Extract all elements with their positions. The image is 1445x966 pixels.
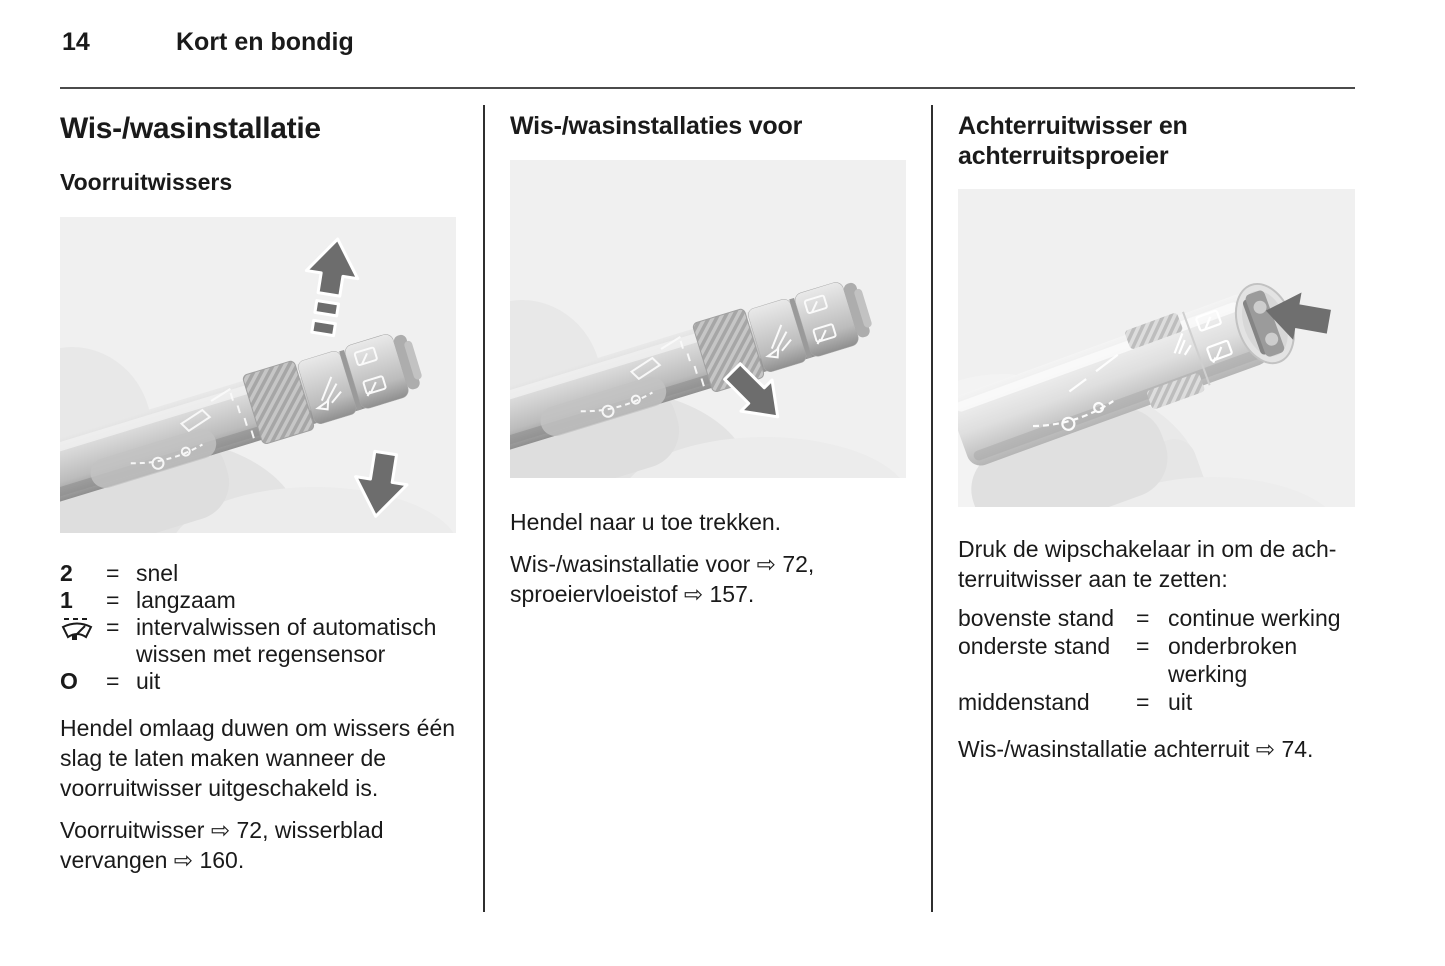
legend-text: snel	[136, 560, 179, 587]
equals-sign: =	[106, 614, 120, 641]
stand-value: onderbroken werking	[1168, 633, 1298, 687]
equals-sign: =	[1136, 689, 1150, 715]
page-number: 14	[62, 28, 90, 56]
figure-rear-wiper-switch	[958, 189, 1355, 512]
stand-label: middenstand	[958, 689, 1090, 715]
equals-sign: =	[1136, 605, 1150, 631]
paragraph-washer-reference: Wis-/wasinstallatie voor ⇨ 72, sproeiervloeistof ⇨ 157.	[510, 550, 815, 607]
legend-row	[60, 560, 456, 587]
rear-wiper-positions	[958, 604, 1355, 716]
stand-row	[958, 604, 1355, 632]
legend-row	[60, 668, 456, 695]
stand-row	[958, 632, 1355, 688]
figure-washer-pull-stalk	[510, 160, 906, 483]
column-divider-left	[483, 105, 485, 912]
paragraph-pull-lever: Hendel naar u toe trekken.	[510, 508, 782, 535]
column-washer-front	[510, 112, 906, 609]
legend-row	[60, 614, 456, 668]
stand-label: onderste stand	[958, 633, 1111, 659]
equals-sign: =	[106, 587, 120, 614]
column-front-wipers	[60, 112, 456, 875]
column-divider-right	[931, 105, 933, 912]
figure-front-wiper-stalk	[60, 217, 456, 538]
paragraph-single-wipe: Hendel omlaag duwen om wissers één slag te laten maken wanneer de voorruitwisser uitgeschakeld is.	[60, 715, 456, 802]
section-title: Wis-/wasinstallaties voor	[510, 112, 803, 140]
stand-value: continue werking	[1168, 605, 1341, 631]
paragraph-front-wiper-reference: Voorruitwisser ⇨ 72, wisserblad vervangen ⇨ 160.	[60, 817, 384, 874]
stand-label: bovenste stand	[958, 605, 1115, 631]
wiper-position-legend	[60, 560, 456, 695]
legend-symbol: O	[60, 668, 78, 695]
legend-symbol: 1	[60, 587, 73, 614]
rear-wiper-stalk-illustration	[958, 189, 1355, 507]
header-rule	[60, 87, 1355, 89]
stand-row	[958, 688, 1355, 716]
legend-text: uit	[136, 668, 161, 695]
column-rear-wiper	[958, 112, 1355, 764]
legend-text: langzaam	[136, 587, 236, 614]
chapter-title: Kort en bondig	[176, 28, 354, 56]
legend-symbol: 2	[60, 560, 73, 587]
equals-sign: =	[106, 560, 120, 587]
paragraph-rear-washer-reference: Wis-/wasinstallatie achterruit ⇨ 74.	[958, 736, 1314, 762]
subsection-title: Voorruitwissers	[60, 169, 233, 195]
equals-sign: =	[106, 668, 120, 695]
front-wiper-stalk-illustration	[60, 217, 456, 533]
legend-text: intervalwissen of automatisch wissen met regensensor	[136, 614, 437, 668]
interval-wipe-icon	[60, 614, 106, 650]
equals-sign: =	[1136, 633, 1150, 659]
section-title: Wis-/wasinstallatie	[60, 112, 321, 145]
stand-value: uit	[1168, 689, 1193, 715]
legend-row	[60, 587, 456, 614]
paragraph-press-rocker: Druk de wipschakelaar in om de ach-terruitwisser aan te zetten:	[958, 536, 1337, 592]
section-title: Achterruitwisser en achterruitsproeier	[958, 112, 1188, 170]
washer-stalk-illustration	[510, 160, 906, 478]
